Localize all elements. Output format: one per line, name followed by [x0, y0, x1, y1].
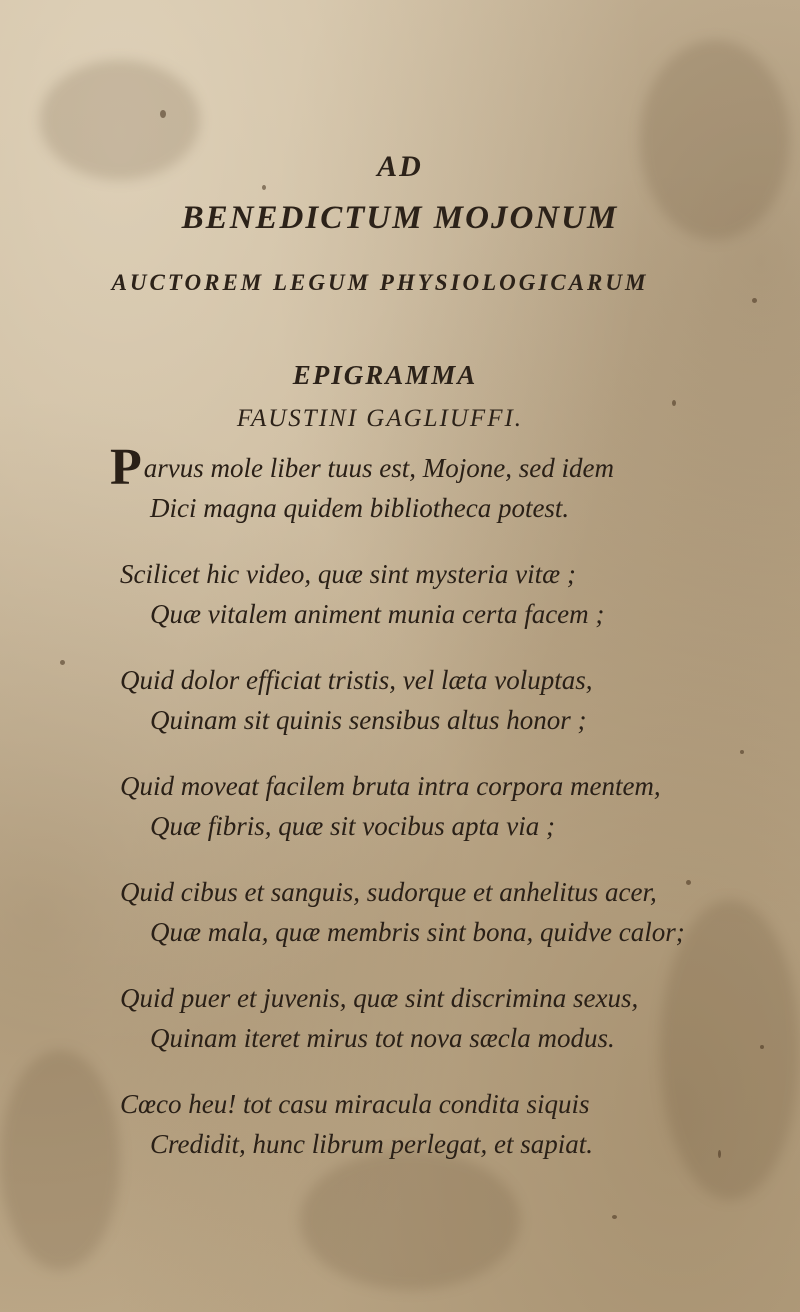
heading-author: FAUSTINI GAGLIUFFI.	[236, 405, 524, 432]
poem-line: Quid moveat facilem bruta intra corpora mentem,	[120, 771, 661, 801]
poem-line: Credidit, hunc librum perlegat, et sapiat.	[150, 1129, 593, 1159]
heading-epigramma: EPIGRAMMA	[292, 360, 478, 390]
poem-line	[110, 439, 740, 496]
poem-line: Dici magna quidem bibliotheca potest.	[150, 493, 570, 523]
drop-cap: P	[110, 439, 142, 496]
poem-line: Quæ fibris, quæ sit vocibus apta via ;	[150, 811, 555, 841]
heading-ad: AD	[377, 150, 423, 183]
ink-speck	[760, 1045, 764, 1049]
poem-line: Quid dolor efficiat tristis, vel læta voluptas,	[120, 665, 593, 695]
poem-line: Scilicet hic video, quæ sint mysteria vitæ ;	[120, 559, 576, 589]
poem-line: Cœco heu! tot casu miracula condita siquis	[120, 1089, 590, 1119]
poem-body	[110, 439, 740, 1164]
ink-speck	[612, 1215, 617, 1219]
poem-line: Quinam iteret mirus tot nova sæcla modus.	[150, 1023, 615, 1053]
poem-line: Quæ vitalem animent munia certa facem ;	[150, 599, 605, 629]
poem-line: Quid cibus et sanguis, sudorque et anhelitus acer,	[120, 877, 657, 907]
poem-line: Quæ mala, quæ membris sint bona, quidve calor;	[150, 917, 685, 947]
ink-speck	[60, 660, 65, 665]
ink-speck	[752, 298, 757, 303]
poem-line: Quid puer et juvenis, quæ sint discrimina sexus,	[120, 983, 639, 1013]
heading-dedicatee-name: BENEDICTUM MOJONUM	[181, 200, 619, 236]
poem-line-text: arvus mole liber tuus est, Mojone, sed idem	[143, 453, 614, 483]
heading-auctorem: AUCTOREM LEGUM PHYSIOLOGICARUM	[111, 270, 649, 295]
poem-line: Quinam sit quinis sensibus altus honor ;	[150, 705, 587, 735]
ink-speck	[160, 110, 166, 118]
ink-speck	[740, 750, 744, 754]
ink-speck	[262, 185, 266, 190]
paper-stain	[300, 1150, 520, 1290]
paper-stain	[0, 1050, 120, 1270]
